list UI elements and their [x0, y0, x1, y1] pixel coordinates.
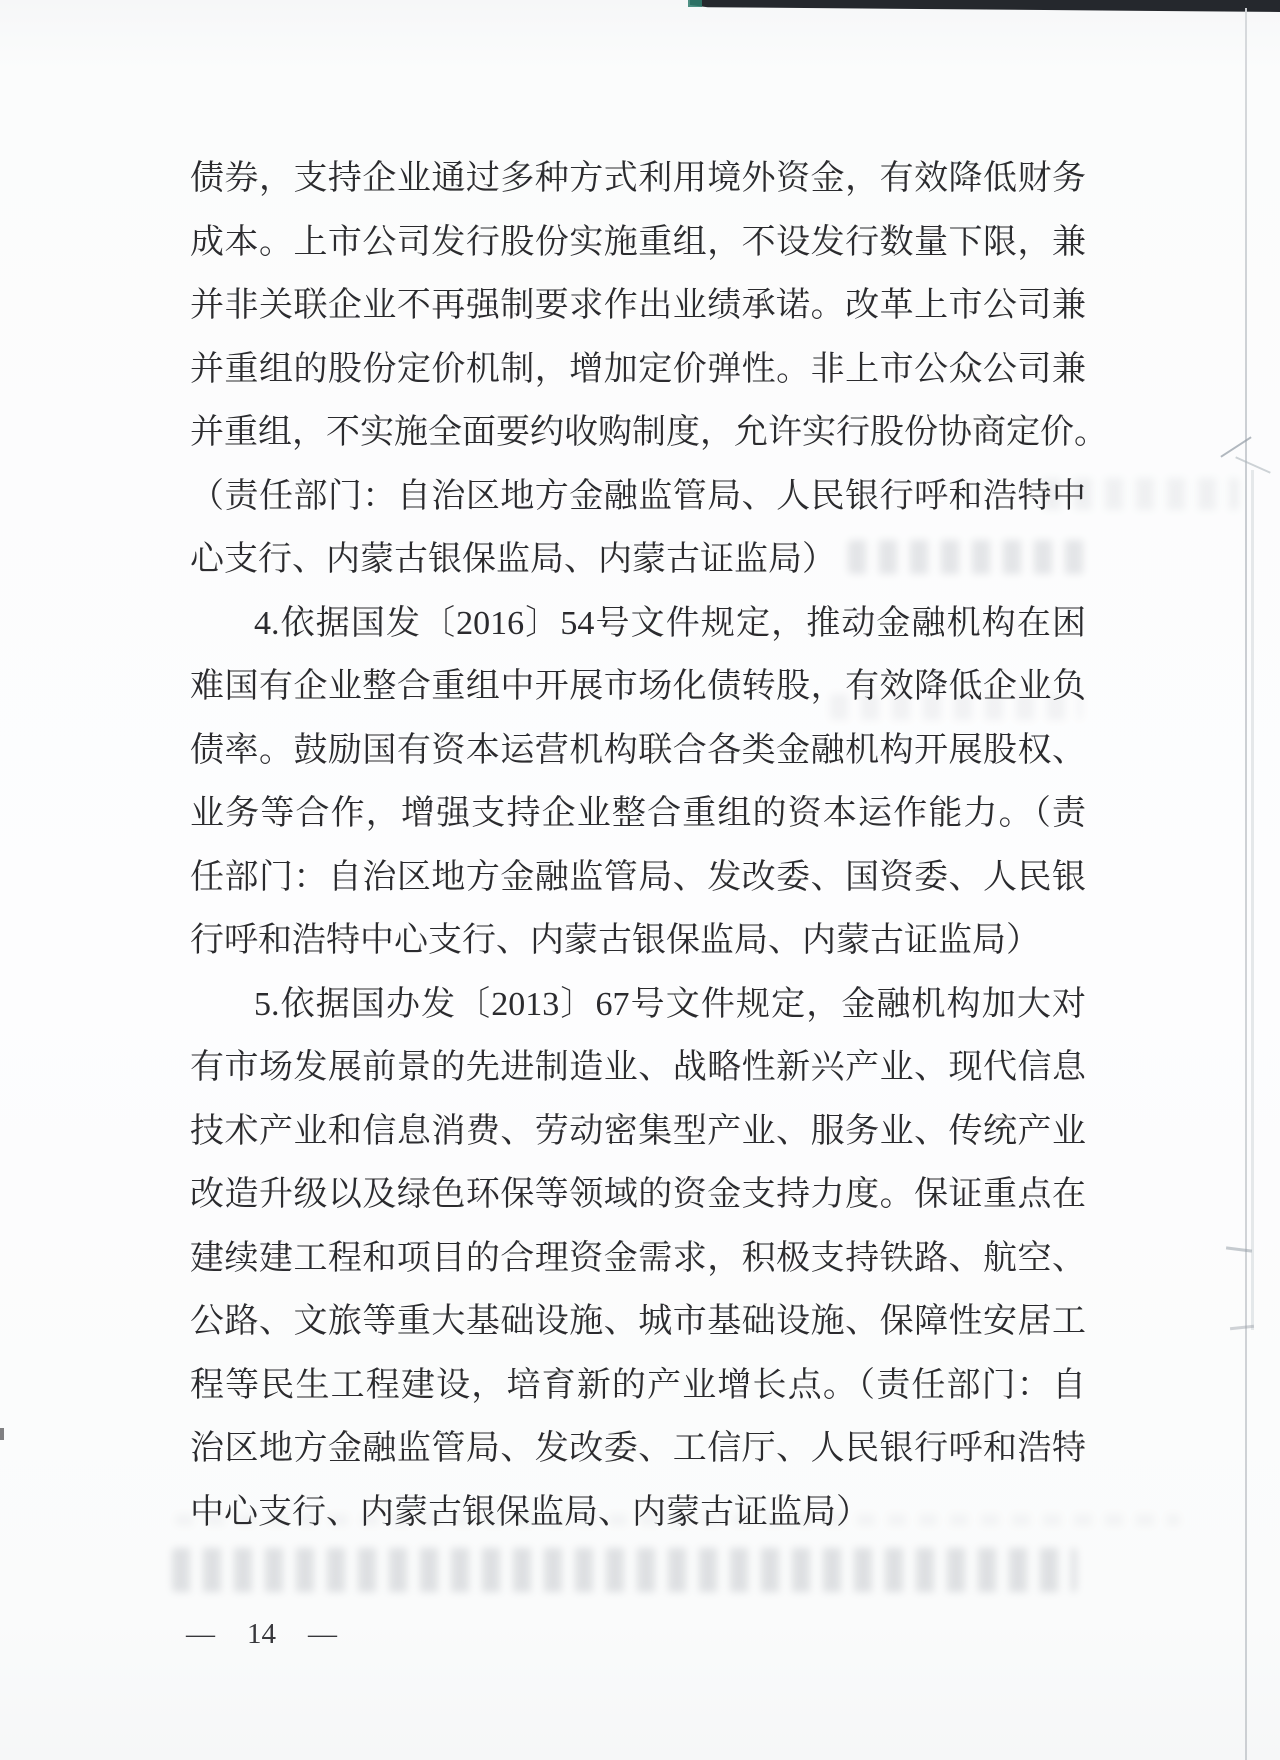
page-number: 14	[247, 1618, 276, 1650]
text-line: 债券，支持企业通过多种方式利用境外资金，有效降低财务	[190, 160, 1086, 197]
text-line: 业务等合作，增强支持企业整合重组的资本运作能力。（责	[190, 795, 1086, 832]
text-line: 行呼和浩特中心支行、内蒙古银保监局、内蒙古证监局）	[190, 922, 1040, 959]
text-line: 难国有企业整合重组中开展市场化债转股，有效降低企业负	[190, 668, 1086, 705]
text-line: 中心支行、内蒙古银保监局、内蒙古证监局）	[190, 1493, 870, 1531]
text-line-paragraph-start: 4.依据国发〔2016〕54号文件规定，推动金融机构在困	[254, 604, 1086, 642]
text-line: 技术产业和信息消费、劳动密集型产业、服务业、传统产业	[190, 1112, 1086, 1150]
text-line: 公路、文旅等重大基础设施、城市基础设施、保障性安居工	[190, 1303, 1086, 1340]
text-line: 建续建工程和项目的合理资金需求，积极支持铁路、航空、	[190, 1239, 1086, 1277]
document-text	[190, 147, 1108, 1544]
paper-crease-highlight	[1251, 470, 1254, 1330]
bleedthrough-band	[172, 1548, 1077, 1592]
text-line: 债率。鼓励国有资本运营机构联合各类金融机构开展股权、	[190, 731, 1086, 769]
left-edge-mark	[0, 1428, 4, 1440]
text-line: 治区地方金融监管局、发改委、工信厅、人民银行呼和浩特	[190, 1430, 1086, 1467]
text-line: 心支行、内蒙古银保监局、内蒙古证监局）	[190, 541, 836, 578]
paper-fold-mark	[1226, 1246, 1252, 1252]
text-line: 程等民生工程建设，培育新的产业增长点。（责任部门：自	[190, 1366, 1086, 1404]
text-line: 并重组，不实施全面要约收购制度，允许实行股份协商定价。	[190, 414, 1108, 451]
scan-edge-teal-mark	[688, 0, 702, 7]
text-line: （责任部门：自治区地方金融监管局、人民银行呼和浩特中	[190, 477, 1086, 515]
footer-dash-left: —	[186, 1618, 215, 1650]
text-line: 并非关联企业不再强制要求作出业绩承诺。改革上市公司兼	[190, 287, 1086, 324]
text-line: 并重组的股份定价机制，增加定价弹性。非上市公众公司兼	[190, 350, 1086, 388]
text-line: 成本。上市公司发行股份实施重组，不设发行数量下限，兼	[190, 223, 1086, 261]
text-line: 有市场发展前景的先进制造业、战略性新兴产业、现代信息	[190, 1049, 1086, 1086]
text-line: 改造升级以及绿色环保等领域的资金支持力度。保证重点在	[190, 1176, 1086, 1213]
paper-crease-line	[1245, 8, 1247, 1760]
text-line-paragraph-start: 5.依据国办发〔2013〕67号文件规定，金融机构加大对	[254, 985, 1086, 1023]
scan-edge-bar	[690, 0, 1280, 12]
footer-dash-right: —	[308, 1618, 337, 1650]
text-line: 任部门：自治区地方金融监管局、发改委、国资委、人民银	[190, 858, 1086, 896]
page-footer	[186, 1618, 337, 1651]
